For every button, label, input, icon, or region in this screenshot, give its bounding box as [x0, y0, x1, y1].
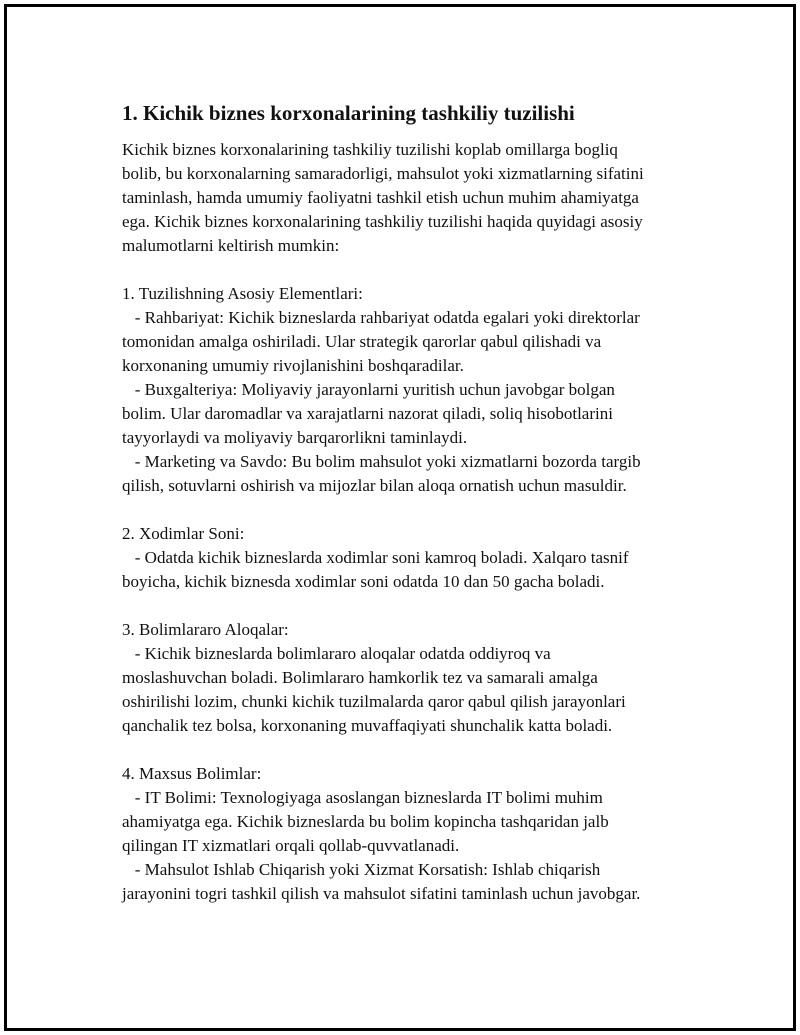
document-content: [122, 99, 702, 906]
document-body-text: Kichik biznes korxonalarining tashkiliy tuzilishi koplab omillarga bogliq bolib, bu korxonalarning samaradorligi, mahsulot yoki xizmatlarning sifatini taminlash, hamda umumiy faoliyatni tashkil etish uchun muhim ahamiyatga ega. Kichik biznes korxonalarining tashkiliy tuzilishi haqida quyidagi asosiy malumotlarni keltirish mumkin: 1. Tuzilishning Asosiy Elementlari: - Rahbariyat: Kichik bizneslarda rahbariyat odatda egalari yoki direktorlar tomonidan amalga oshiriladi. Ular strategik qarorlar qabul qilishadi va korxonaning umumiy rivojlanishini boshqaradilar. - Buxgalteriya: Moliyaviy jarayonlarni yuritish uchun javobgar bolgan bolim. Ular daromadlar va xarajatlarni nazorat qiladi, soliq hisobotlarini tayyorlaydi va moliyaviy barqarorlikni taminlaydi. - Marketing va Savdo: Bu bolim mahsulot yoki xizmatlarni bozorda targib qilish, sotuvlarni oshirish va mijozlar bilan aloqa ornatish uchun masuldir. 2. Xodimlar Soni: - Odatda kichik bizneslarda xodimlar soni kamroq boladi. Xalqaro tasnif boyicha, kichik biznesda xodimlar soni odatda 10 dan 50 gacha boladi. 3. Bolimlararo Aloqalar: - Kichik bizneslarda bolimlararo aloqalar odatda oddiyroq va moslashuvchan boladi. Bolimlararo hamkorlik tez va samarali amalga oshirilishi lozim, chunki kichik tuzilmalarda qaror qabul qilish jarayonlari qanchalik tez bolsa, korxonaning muvaffaqiyati shunchalik katta boladi. 4. Maxsus Bolimlar: - IT Bolimi: Texnologiyaga asoslangan bizneslarda IT bolimi muhim ahamiyatga ega. Kichik bizneslarda bu bolim kopincha tashqaridan jalb qilingan IT xizmatlari orqali qollab-quvvatlanadi. - Mahsulot Ishlab Chiqarish yoki Xizmat Korsatish: Ishlab chiqarish jarayonini togri tashkil qilish va mahsulot sifatini taminlash uchun javobgar.: [122, 140, 644, 903]
page-border: [4, 4, 796, 1031]
document-title: 1. Kichik biznes korxonalarining tashkiliy tuzilishi: [122, 101, 575, 125]
